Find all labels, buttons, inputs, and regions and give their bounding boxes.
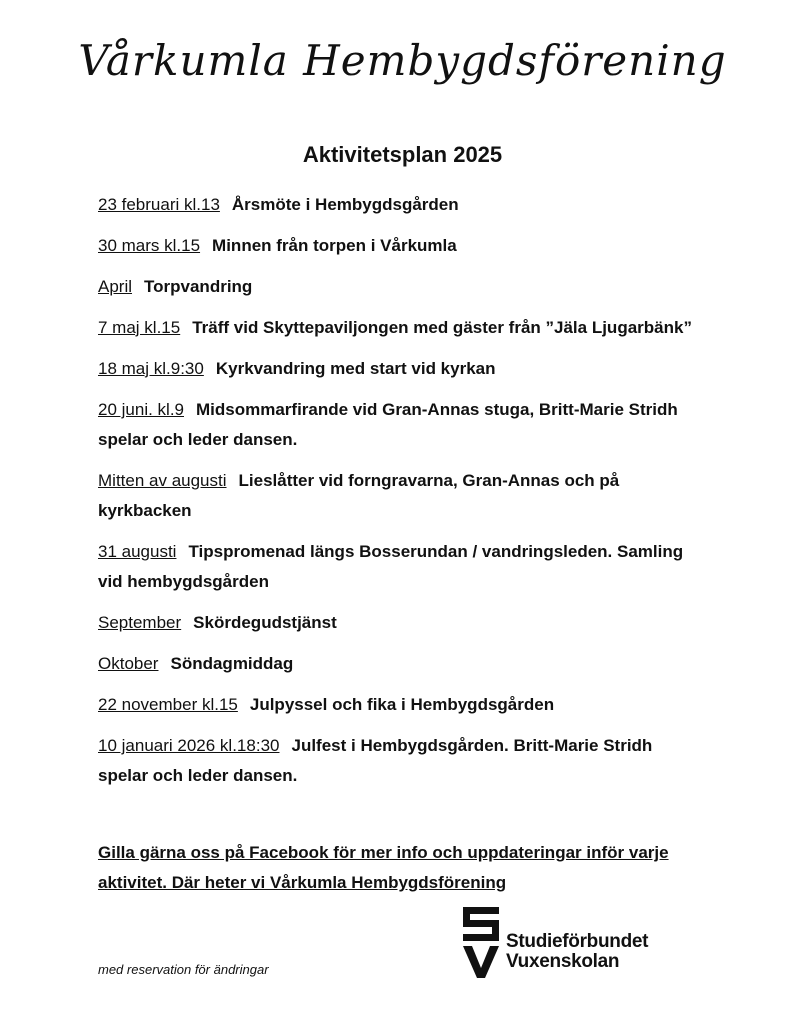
list-item [98,231,698,261]
activity-date: September [98,613,182,632]
activity-description: Julpyssel och fika i Hembygdsgården [249,695,555,714]
activity-description: Söndagmiddag [170,654,294,673]
activity-date: 20 juni. kl.9 [98,400,184,419]
activity-description: Kyrkvandring med start vid kyrkan [215,359,496,378]
activity-description: Minnen från torpen i Vårkumla [212,236,457,255]
list-item [98,272,698,302]
activity-date: April [98,277,133,296]
activity-description: Julfest i Hembygdsgården. Britt-Marie Stridh spelar och leder dansen. [98,736,653,785]
reservation-note: med reservation för ändringar [98,962,269,977]
sv-logo-icon [460,904,504,980]
activity-date: 18 maj kl.9:30 [98,359,204,378]
activity-date: 22 november kl.15 [98,695,238,714]
activity-description: Torpvandring [144,277,253,296]
activity-list [98,190,698,802]
page-title: Aktivitetsplan 2025 [302,142,503,167]
list-item [98,313,698,343]
activity-date: 7 maj kl.15 [98,318,181,337]
activity-date: 10 januari 2026 kl.18:30 [98,736,280,755]
logo-line-1: Studieförbundet [506,931,649,952]
list-item [98,690,698,720]
activity-description: Träff vid Skyttepaviljongen med gäster från ”Jäla Ljugarbänk” [192,318,692,337]
list-item [98,649,698,679]
activity-date: 23 februari kl.13 [98,195,220,214]
activity-date: Mitten av augusti [98,471,227,490]
facebook-note: Gilla gärna oss på Facebook för mer info och uppdateringar inför varje aktivitet. Där heter vi Vårkumla Hembygdsförening [98,843,669,892]
activity-description: Lieslåtter vid forngravarna, Gran-Annas och på kyrkbacken [98,471,620,520]
list-item [98,466,698,526]
list-item [98,608,698,638]
activity-date: 31 augusti [98,542,177,561]
logo-line-2: Vuxenskolan [506,951,620,972]
list-item [98,190,698,220]
activity-description: Midsommarfirande vid Gran-Annas stuga, Britt-Marie Stridh spelar och leder dansen. [98,400,678,449]
activity-description: Tipspromenad längs Bosserundan / vandringsleden. Samling vid hembygdsgården [98,542,684,591]
list-item [98,537,698,597]
activity-date: 30 mars kl.15 [98,236,201,255]
list-item [98,395,698,455]
logo-text [506,932,648,972]
activity-date: Oktober [98,654,159,673]
activity-description: Årsmöte i Hembygdsgården [231,195,459,214]
studieforbundet-logo [460,904,690,980]
list-item [98,731,698,791]
list-item [98,354,698,384]
activity-description: Skördegudstjänst [193,613,337,632]
organization-title: Vårkumla Hembygdsförening [78,36,727,85]
